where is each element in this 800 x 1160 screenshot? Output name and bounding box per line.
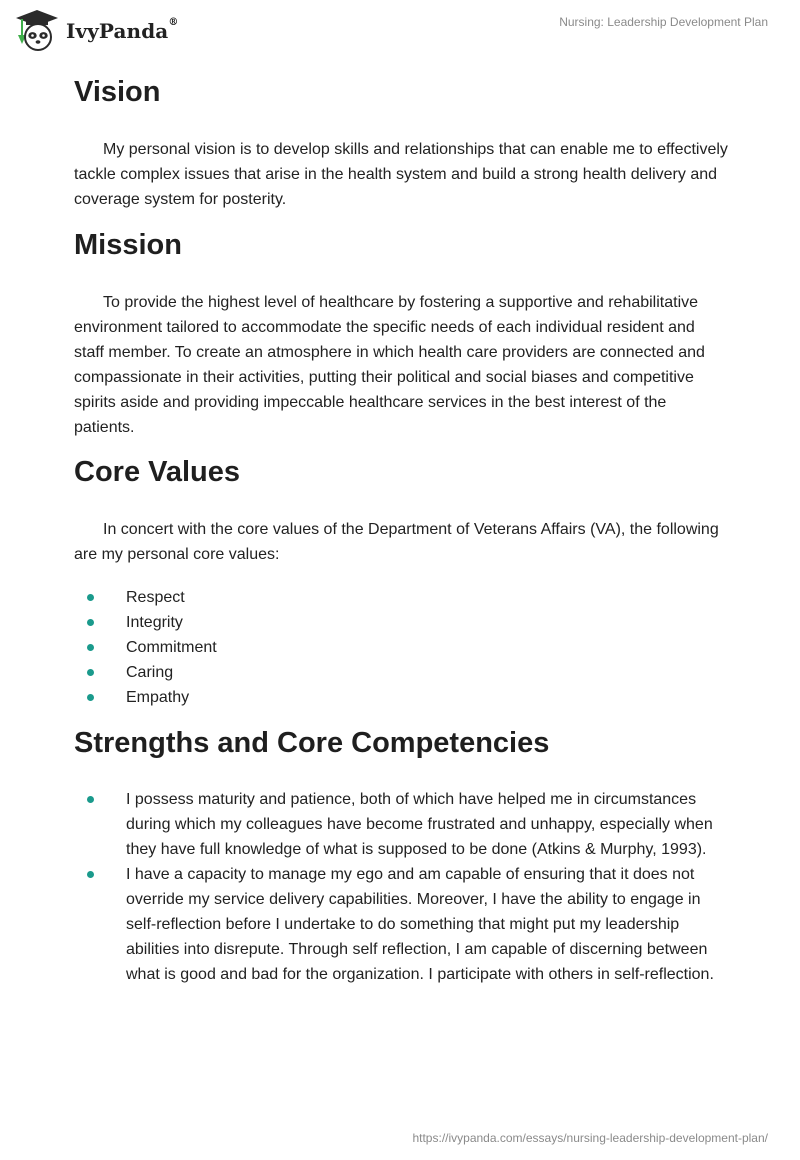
- section-heading-strengths: Strengths and Core Competencies: [74, 727, 550, 759]
- core-values-paragraph: In concert with the core values of the Department of Veterans Affairs (VA), the following are my personal core values:: [74, 521, 719, 563]
- list-item: [74, 610, 728, 635]
- list-item-text: I possess maturity and patience, both of which have helped me in circumstances during which my colleagues have become frustrated and unhappy, especially when they have full knowledge of what is supposed to be done (Atkins & Murphy, 1993).: [126, 791, 713, 858]
- mission-paragraph: To provide the highest level of healthcare by fostering a supportive and rehabilitative environment tailored to accommodate the specific needs of each individual resident and staff member. To create an atmosphere in which health care providers are connected and compassionate in their activities, putting their political and social biases and competitive spirits aside and providing impeccable healthcare services in the best interest of the patients.: [74, 294, 705, 436]
- list-item: [74, 685, 728, 710]
- section-heading-core-values: Core Values: [74, 456, 241, 488]
- list-item: [74, 585, 728, 610]
- list-item: [74, 660, 728, 685]
- strengths-list: [74, 787, 728, 987]
- registered-mark: ®: [168, 17, 179, 28]
- bullet-dot-icon: [87, 694, 94, 701]
- core-values-list: [74, 585, 728, 710]
- list-item-text: Respect: [126, 589, 185, 606]
- source-url[interactable]: https://ivypanda.com/essays/nursing-leadership-development-plan/: [412, 1131, 768, 1145]
- logo-text: IvyPanda®: [66, 17, 179, 43]
- list-item-text: Caring: [126, 664, 174, 681]
- list-item-text: Empathy: [126, 689, 190, 706]
- bullet-dot-icon: [87, 871, 94, 878]
- bullet-dot-icon: [87, 644, 94, 651]
- list-item: [74, 862, 728, 987]
- list-item-text: Integrity: [126, 614, 183, 631]
- list-item-text: I have a capacity to manage my ego and am capable of ensuring that it does not override my service delivery capabilities. Moreover, I have the ability to engage in self-reflection before I undertake to do something that might put my leadership abilities into disrepute. Through self reflection, I am capable of discerning between what is good and bad for the organization. I participate with others in self-reflection.: [126, 866, 714, 983]
- bullet-dot-icon: [87, 619, 94, 626]
- logo[interactable]: [14, 8, 178, 54]
- section-heading-mission: Mission: [74, 229, 182, 261]
- bullet-dot-icon: [87, 796, 94, 803]
- list-item: [74, 787, 728, 862]
- section-heading-vision: Vision: [74, 76, 161, 108]
- page-header: [0, 0, 800, 60]
- essay-content: [74, 70, 728, 987]
- document-title: Nursing: Leadership Development Plan: [559, 15, 768, 29]
- list-item: [74, 635, 728, 660]
- list-item-text: Commitment: [126, 639, 217, 656]
- vision-paragraph: My personal vision is to develop skills and relationships that can enable me to effectively tackle complex issues that arise in the health system and build a strong health delivery and coverage system for posterity.: [74, 141, 728, 208]
- bullet-dot-icon: [87, 594, 94, 601]
- bullet-dot-icon: [87, 669, 94, 676]
- panda-graduate-icon: [14, 8, 60, 54]
